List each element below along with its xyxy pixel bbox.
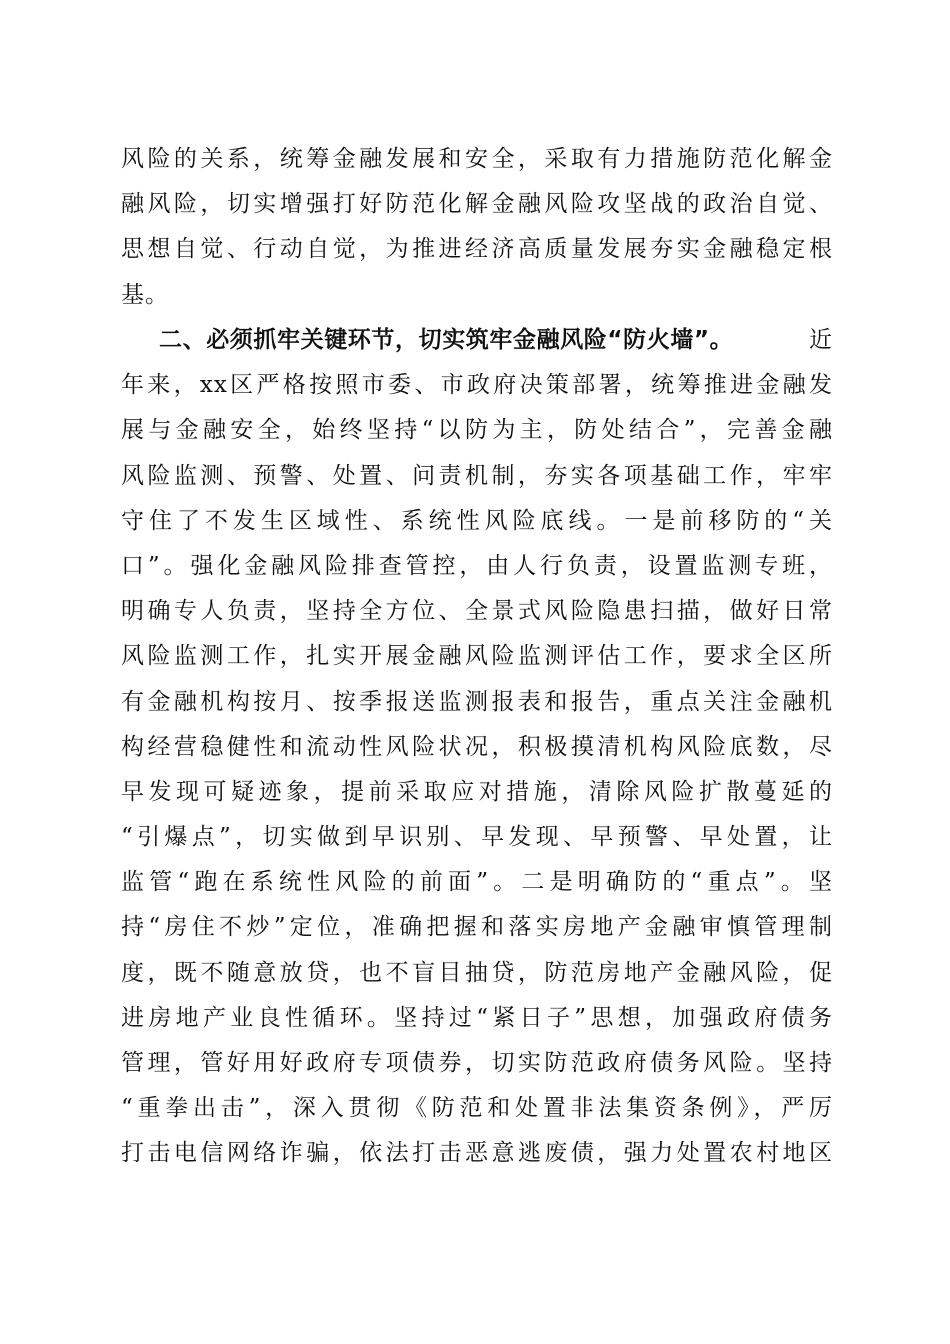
text-line: 监管“跑在系统性风险的前面”。二是明确防的“重点”。坚 xyxy=(121,869,833,896)
section-heading-line xyxy=(121,318,833,363)
section-heading: 二、必须抓牢关键环节，切实筑牢金融风险“防火墙”。 xyxy=(159,327,734,353)
text-line: 守住了不发生区域性、系统性风险底线。一是前移防的“关 xyxy=(121,507,833,534)
text-line: “引爆点”，切实做到早识别、早发现、早预警、早处置，让 xyxy=(121,824,833,851)
text-line: 风险的关系，统筹金融发展和安全，采取有力措施防范化解金 xyxy=(121,146,833,172)
heading-line-tail: 近 xyxy=(809,327,833,353)
text-line: “重拳出击”，深入贯彻《防范和处置非法集资条例》，严厉 xyxy=(121,1095,833,1122)
text-line: 风险监测工作，扎实开展金融风险监测评估工作，要求全区所 xyxy=(121,643,833,670)
section-2-paragraph xyxy=(121,318,833,1177)
text-line: 有金融机构按月、按季报送监测报表和报告，重点关注金融机 xyxy=(121,688,833,715)
text-line: 展与金融安全，始终坚持“以防为主，防处结合”，完善金融 xyxy=(121,417,833,444)
text-line: 明确专人负责，坚持全方位、全景式风险隐患扫描，做好日常 xyxy=(121,598,833,625)
text-line: 融风险，切实增强打好防范化解金融风险攻坚战的政治自觉、 xyxy=(121,191,833,218)
text-line: 基。 xyxy=(121,281,169,308)
text-line: 管理，管好用好政府专项债券，切实防范政府债务风险。坚持 xyxy=(121,1050,833,1076)
text-line: 持“房住不炒”定位，准确把握和落实房地产金融审慎管理制 xyxy=(121,914,833,941)
text-line: 口”。强化金融风险排查管控，由人行负责，设置监测专班， xyxy=(121,552,833,579)
text-line: 风险监测、预警、处置、问责机制，夯实各项基础工作，牢牢 xyxy=(121,462,833,489)
text-line: 思想自觉、行动自觉，为推进经济高质量发展夯实金融稳定根 xyxy=(121,236,833,263)
text-line: 构经营稳健性和流动性风险状况，积极摸清机构风险底数，尽 xyxy=(121,733,833,760)
text-line: 早发现可疑迹象，提前采取应对措施，清除风险扩散蔓延的 xyxy=(121,778,833,805)
text-line: 年来，xx区严格按照市委、市政府决策部署，统筹推进金融发 xyxy=(121,372,833,399)
text-line: 打击电信网络诈骗，依法打击恶意逃废债，强力处置农村地区 xyxy=(121,1140,833,1167)
paragraph-1 xyxy=(121,137,833,318)
text-line: 度，既不随意放贷，也不盲目抽贷，防范房地产金融风险，促 xyxy=(121,959,833,986)
text-line: 进房地产业良性循环。坚持过“紧日子”思想，加强政府债务 xyxy=(121,1004,833,1031)
